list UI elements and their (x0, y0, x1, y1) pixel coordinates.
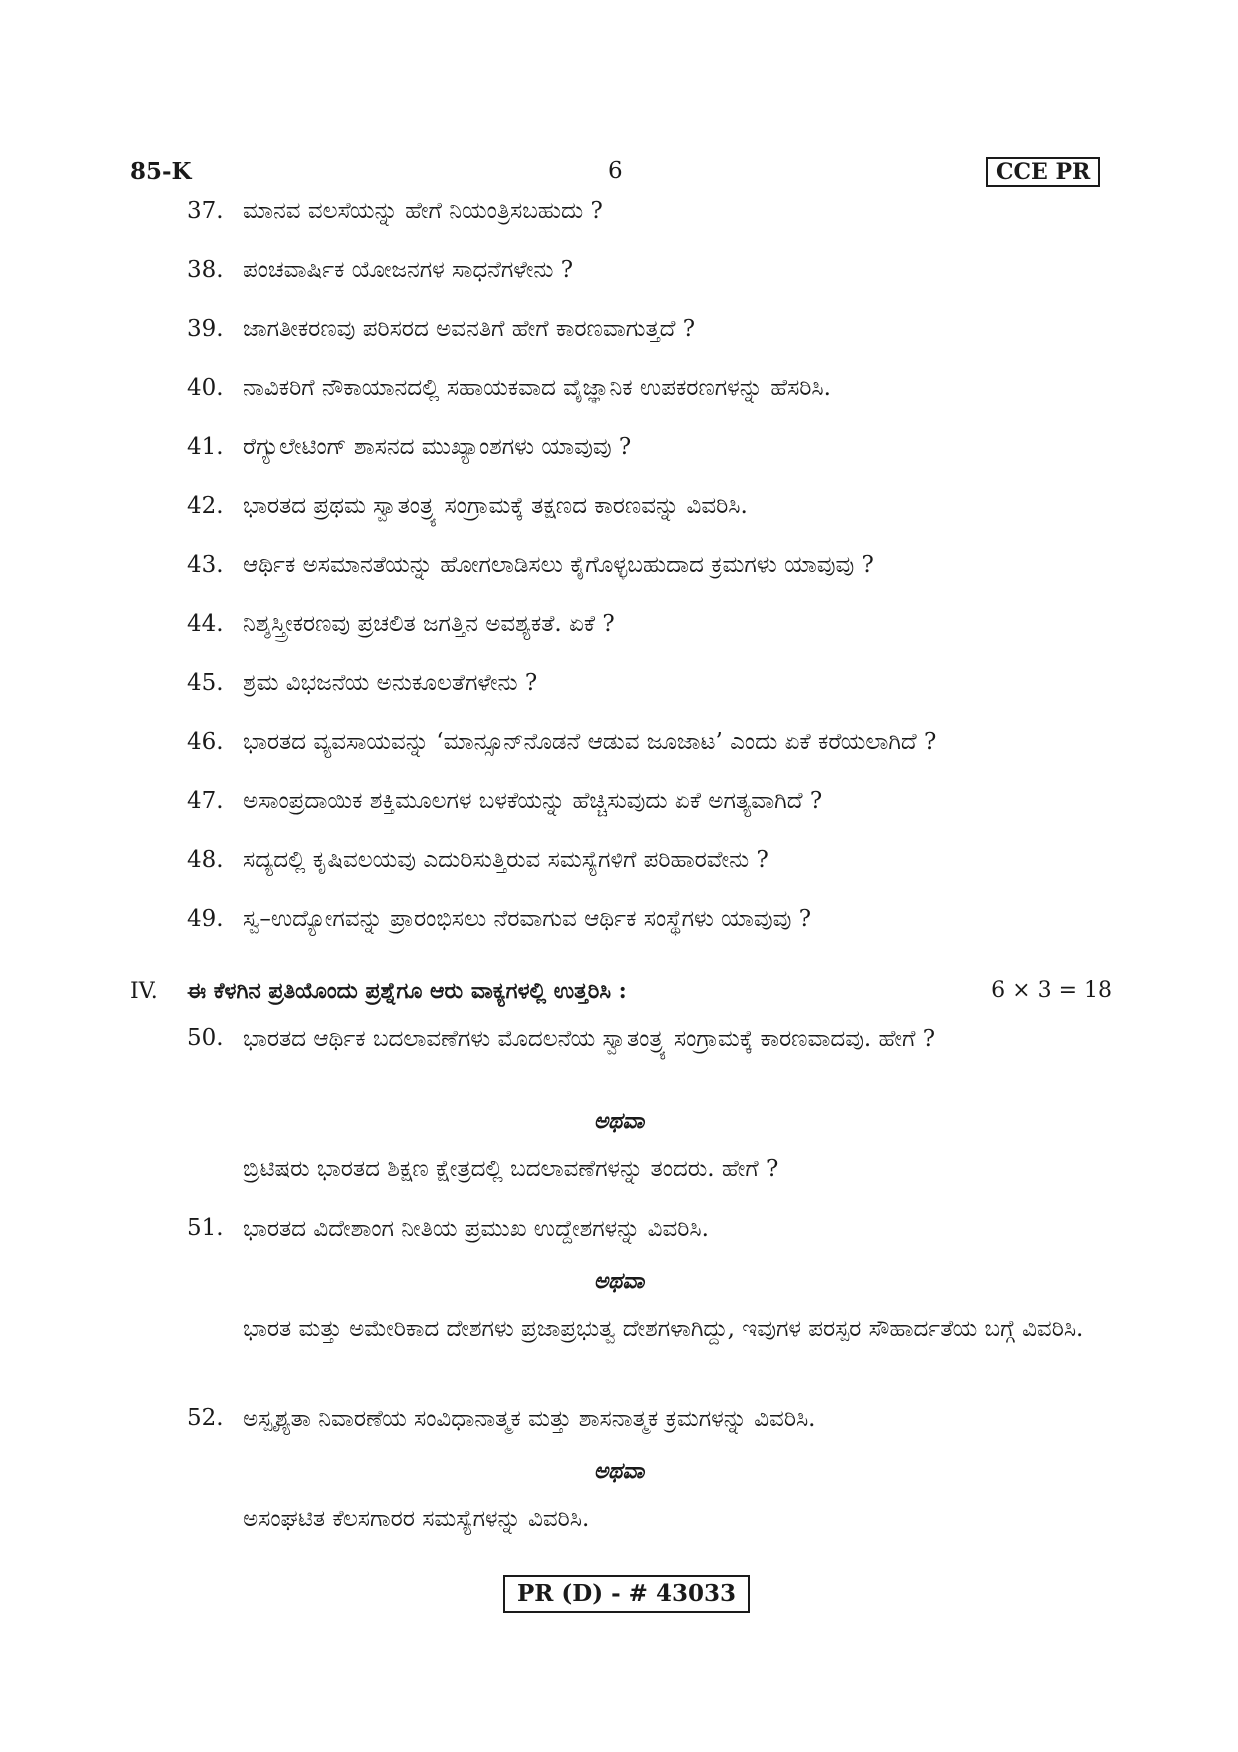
alternative-question-text: ಬ್ರಿಟಿಷರು ಭಾರತದ ಶಿಕ್ಷಣ ಕ್ಷೇತ್ರದಲ್ಲಿ ಬದಲಾವಣೆಗಳನ್ನು ತಂದರು. ಹೇಗೆ ? (243, 1156, 779, 1182)
question-text: ಭಾರತದ ವಿದೇಶಾಂಗ ನೀತಿಯ ಪ್ರಮುಖ ಉದ್ದೇಶಗಳನ್ನು ವಿವರಿಸಿ. (243, 1216, 709, 1242)
question-number: 42. (187, 493, 224, 519)
question-number: 39. (187, 316, 224, 342)
or-label: ಅಥವಾ (593, 1268, 645, 1294)
question-text: ನಿಶ್ಶಸ್ತ್ರೀಕರಣವು ಪ್ರಚಲಿತ ಜಗತ್ತಿನ ಅವಶ್ಯಕತೆ. ಏಕೆ ? (243, 611, 615, 637)
question-text: ಭಾರತದ ವ್ಯವಸಾಯವನ್ನು ‘ಮಾನ್ಸೂನ್‌ನೊಡನೆ ಆಡುವ ಜೂಜಾಟ’ ಎಂದು ಏಕೆ ಕರೆಯಲಾಗಿದೆ ? (243, 729, 937, 755)
question-item (187, 847, 769, 873)
question-number: 44. (187, 611, 224, 637)
question-item (187, 316, 695, 342)
question-number: 48. (187, 847, 224, 873)
question-item (187, 257, 573, 283)
footer-code-box: PR (D) - # 43033 (503, 1575, 750, 1613)
series-box: CCE PR (986, 157, 1100, 187)
question-item (187, 434, 631, 460)
section-heading (130, 978, 1112, 1004)
question-item (187, 493, 748, 519)
alternative-question-text: ಭಾರತ ಮತ್ತು ಅಮೇರಿಕಾದ ದೇಶಗಳು ಪ್ರಜಾಪ್ರಭುತ್ವ ದೇಶಗಳಾಗಿದ್ದು, ಇವುಗಳ ಪರಸ್ಪರ ಸೌಹಾರ್ದತೆಯ ಬಗ್ಗೆ ವಿವರಿಸಿ. (243, 1316, 1084, 1342)
question-number: 41. (187, 434, 224, 460)
question-text: ರೆಗ್ಯುಲೇಟಿಂಗ್ ಶಾಸನದ ಮುಖ್ಯಾಂಶಗಳು ಯಾವುವು ? (243, 434, 632, 460)
question-number: 38. (187, 257, 224, 283)
question-number: 52. (187, 1405, 224, 1431)
question-item (187, 552, 874, 578)
question-item (187, 670, 537, 696)
question-item (187, 611, 615, 637)
question-number: 40. (187, 375, 224, 401)
question-text: ಸ್ವ–ಉದ್ಯೋಗವನ್ನು ಪ್ರಾರಂಭಿಸಲು ನೆರವಾಗುವ ಆರ್ಥಿಕ ಸಂಸ್ಥೆಗಳು ಯಾವುವು ? (243, 906, 812, 932)
question-text: ಶ್ರಮ ವಿಭಜನೆಯ ಅನುಕೂಲತೆಗಳೇನು ? (243, 670, 538, 696)
page-number: 6 (608, 158, 623, 184)
question-text: ಆರ್ಥಿಕ ಅಸಮಾನತೆಯನ್ನು ಹೋಗಲಾಡಿಸಲು ಕೈಗೊಳ್ಳಬಹುದಾದ ಕ್ರಮಗಳು ಯಾವುವು ? (243, 552, 874, 578)
question-number: 47. (187, 788, 224, 814)
question-text: ನಾವಿಕರಿಗೆ ನೌಕಾಯಾನದಲ್ಲಿ ಸಹಾಯಕವಾದ ವೈಜ್ಞಾನಿಕ ಉಪಕರಣಗಳನ್ನು ಹೆಸರಿಸಿ. (243, 375, 831, 401)
question-item (187, 729, 936, 755)
or-label: ಅಥವಾ (593, 1108, 645, 1134)
question-item (187, 906, 811, 932)
or-label: ಅಥವಾ (593, 1458, 645, 1484)
question-text: ಸದ್ಯದಲ್ಲಿ ಕೃಷಿವಲಯವು ಎದುರಿಸುತ್ತಿರುವ ಸಮಸ್ಯೆಗಳಿಗೆ ಪರಿಹಾರವೇನು ? (243, 847, 769, 873)
alternative-question-text: ಅಸಂಘಟಿತ ಕೆಲಸಗಾರರ ಸಮಸ್ಯೆಗಳನ್ನು ವಿವರಿಸಿ. (243, 1506, 590, 1532)
question-number: 49. (187, 906, 224, 932)
section-number: IV. (130, 979, 158, 1004)
section-marks: 6 × 3 = 18 (991, 978, 1112, 1003)
question-item (187, 788, 822, 814)
question-number: 50. (187, 1025, 224, 1051)
question-number: 45. (187, 670, 224, 696)
question-number: 51. (187, 1215, 224, 1241)
question-text: ಭಾರತದ ಪ್ರಥಮ ಸ್ವಾತಂತ್ರ್ಯ ಸಂಗ್ರಾಮಕ್ಕೆ ತಕ್ಷಣದ ಕಾರಣವನ್ನು ವಿವರಿಸಿ. (243, 493, 748, 519)
question-text: ಭಾರತದ ಆರ್ಥಿಕ ಬದಲಾವಣೆಗಳು ಮೊದಲನೆಯ ಸ್ವಾತಂತ್ರ್ಯ ಸಂಗ್ರಾಮಕ್ಕೆ ಕಾರಣವಾದವು. ಹೇಗೆ ? (243, 1026, 936, 1052)
question-item (187, 198, 603, 224)
question-item (187, 375, 831, 401)
section-title: ಈ ಕೆಳಗಿನ ಪ್ರತಿಯೊಂದು ಪ್ರಶ್ನೆಗೂ ಆರು ವಾಕ್ಯಗಳಲ್ಲಿ ಉತ್ತರಿಸಿ : (187, 978, 627, 1004)
question-text: ಮಾನವ ವಲಸೆಯನ್ನು ಹೇಗೆ ನಿಯಂತ್ರಿಸಬಹುದು ? (243, 198, 603, 224)
question-number: 37. (187, 198, 224, 224)
question-number: 43. (187, 552, 224, 578)
paper-code: 85-K (130, 158, 192, 185)
question-text: ಅಸಾಂಪ್ರದಾಯಿಕ ಶಕ್ತಿಮೂಲಗಳ ಬಳಕೆಯನ್ನು ಹೆಚ್ಚಿಸುವುದು ಏಕೆ ಅಗತ್ಯವಾಗಿದೆ ? (243, 788, 823, 814)
question-text: ಅಸ್ಪೃಶ್ಯತಾ ನಿವಾರಣೆಯ ಸಂವಿಧಾನಾತ್ಮಕ ಮತ್ತು ಶಾಸನಾತ್ಮಕ ಕ್ರಮಗಳನ್ನು ವಿವರಿಸಿ. (243, 1406, 816, 1432)
question-text: ಜಾಗತೀಕರಣವು ಪರಿಸರದ ಅವನತಿಗೆ ಹೇಗೆ ಕಾರಣವಾಗುತ್ತದೆ ? (243, 316, 696, 342)
question-text: ಪಂಚವಾರ್ಷಿಕ ಯೋಜನಗಳ ಸಾಧನೆಗಳೇನು ? (243, 257, 574, 283)
question-number: 46. (187, 729, 224, 755)
